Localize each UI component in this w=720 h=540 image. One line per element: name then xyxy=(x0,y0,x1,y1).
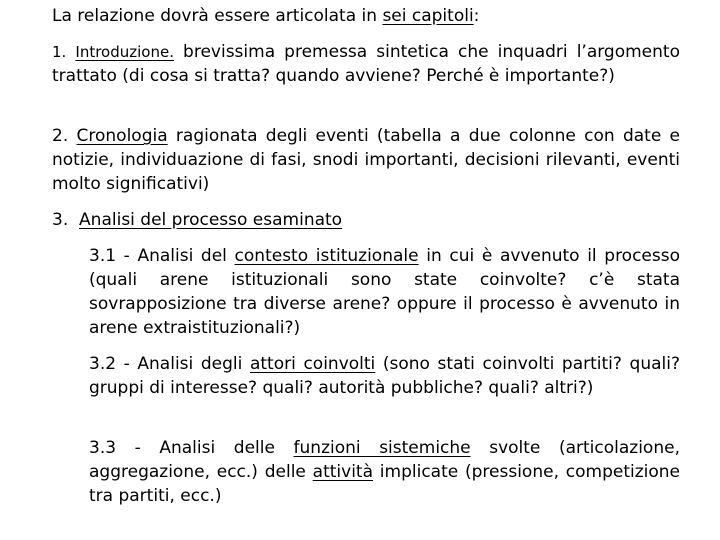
section-3-2 xyxy=(89,352,680,400)
chapter-2 xyxy=(52,124,680,196)
chapter-1-title: Introduzione. xyxy=(75,43,174,61)
section-3-1-text: in cui è avvenuto il processo (quali arene istituzionali sono state coinvolte? c’è stata sovrapposizione tra diverse arene? oppure il processo è avvenuto in arene extraistituzionali?) xyxy=(89,246,681,338)
section-3-1-lead: 3.1 - Analisi del xyxy=(89,246,235,266)
section-3-3-lead: 3.3 - Analisi delle xyxy=(89,438,294,458)
section-3-3-text: implicate (pressione, competizione tra partiti, ecc.) xyxy=(89,462,680,506)
section-3-1-underlined: contesto istituzionale xyxy=(234,246,419,266)
chapter-3 xyxy=(52,208,680,232)
intro-text: La relazione dovrà essere articolata in xyxy=(52,6,383,26)
section-3-1 xyxy=(89,244,680,340)
section-3-3-underlined-functions: funzioni sistemiche xyxy=(293,438,471,458)
section-3-2-text: (sono stati coinvolti partiti? quali? gruppi di interesse? quali? autorità pubbliche? quali? altri?) xyxy=(89,354,680,398)
chapter-1 xyxy=(52,40,680,88)
section-3-3 xyxy=(89,436,680,508)
intro-colon: : xyxy=(473,6,480,26)
intro-line xyxy=(52,5,479,27)
chapter-1-number: 1. xyxy=(52,43,67,61)
chapter-2-number: 2. xyxy=(52,126,69,146)
intro-underlined: sei capitoli xyxy=(382,6,474,26)
section-3-3-middle: svolte (articolazione, aggregazione, ecc.) delle xyxy=(89,438,680,482)
section-3-2-lead: 3.2 - Analisi degli xyxy=(89,354,250,374)
chapter-1-text: brevissima premessa sintetica che inquadri l’argomento trattato (di cosa si tratta? quando avviene? Perché è importante?) xyxy=(52,42,680,86)
section-3-3-underlined-activities: attività xyxy=(312,462,374,482)
chapter-3-title: Analisi del processo esaminato xyxy=(79,210,343,230)
section-3-2-underlined: attori coinvolti xyxy=(249,354,376,374)
chapter-2-title: Cronologia xyxy=(76,126,168,146)
chapter-2-text: ragionata degli eventi (tabella a due colonne con date e notizie, individuazione di fasi, snodi importanti, decisioni rilevanti, eventi molto significativi) xyxy=(52,126,681,194)
chapter-3-number: 3. xyxy=(52,210,69,230)
